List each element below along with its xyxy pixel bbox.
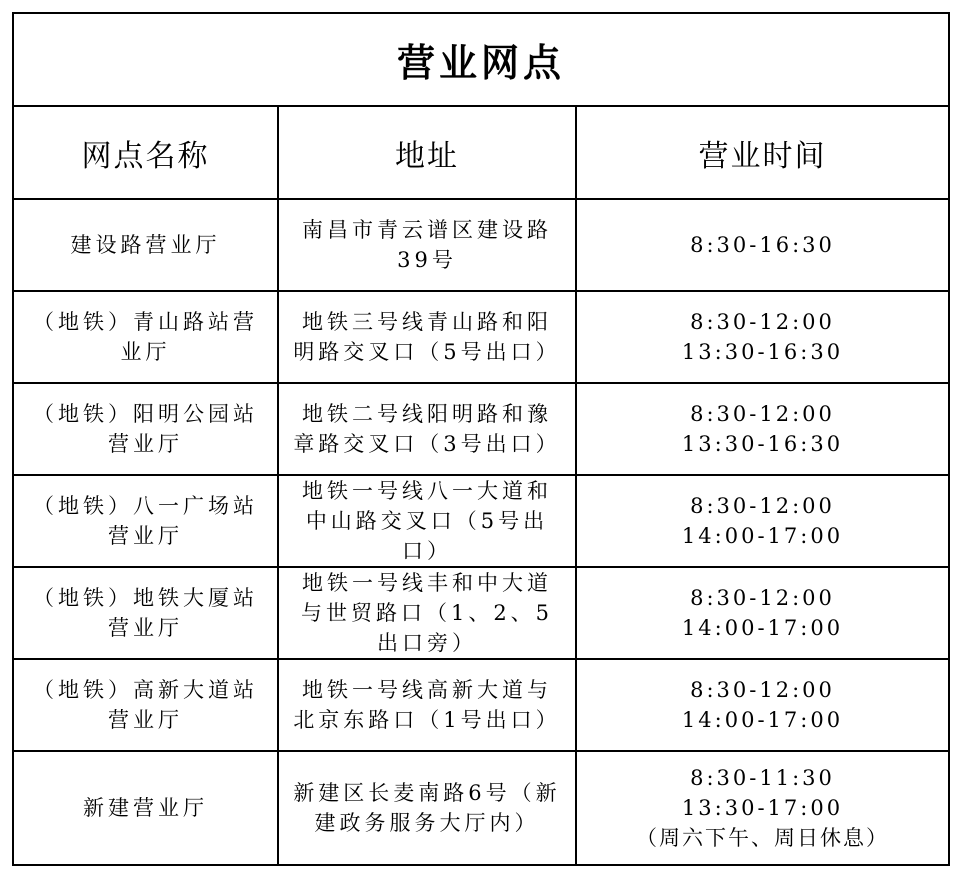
outlet-hours (576, 383, 949, 475)
table-row (13, 751, 949, 865)
hours-line: 8:30-12:00 (690, 586, 835, 610)
hours-line: 8:30-12:00 (690, 402, 835, 426)
table-row (13, 291, 949, 383)
outlet-address: 地铁一号线丰和中大道与世贸路口（1、2、5出口旁） (278, 567, 576, 659)
outlets-table (12, 12, 950, 866)
table-row (13, 383, 949, 475)
header-hours: 营业时间 (576, 106, 949, 199)
outlet-address: 地铁一号线八一大道和中山路交叉口（5号出口） (278, 475, 576, 567)
hours-note: （周六下午、周日休息） (636, 826, 889, 850)
outlet-hours (576, 475, 949, 567)
outlet-name: （地铁）高新大道站营业厅 (13, 659, 278, 751)
outlet-name: （地铁）青山路站营业厅 (13, 291, 278, 383)
outlet-name: （地铁）地铁大厦站营业厅 (13, 567, 278, 659)
outlet-hours (576, 567, 949, 659)
table-row (13, 659, 949, 751)
hours-line: 13:30-16:30 (681, 340, 844, 364)
hours-line: 13:30-16:30 (681, 432, 844, 456)
hours-line: 14:00-17:00 (681, 524, 844, 548)
hours-line: 8:30-16:30 (690, 233, 835, 257)
outlet-address: 南昌市青云谱区建设路39号 (278, 199, 576, 291)
hours-line: 8:30-12:00 (690, 678, 835, 702)
hours-line: 14:00-17:00 (681, 616, 844, 640)
table-title: 营业网点 (13, 13, 949, 106)
hours-line: 8:30-11:30 (690, 766, 835, 790)
table-row (13, 475, 949, 567)
outlet-address: 地铁一号线高新大道与北京东路口（1号出口） (278, 659, 576, 751)
outlet-hours (576, 199, 949, 291)
outlet-name: （地铁）八一广场站营业厅 (13, 475, 278, 567)
outlet-address: 新建区长麦南路6号（新建政务服务大厅内） (278, 751, 576, 865)
outlet-hours (576, 751, 949, 865)
table-row (13, 199, 949, 291)
outlet-name: 建设路营业厅 (13, 199, 278, 291)
outlet-address: 地铁三号线青山路和阳明路交叉口（5号出口） (278, 291, 576, 383)
hours-line: 8:30-12:00 (690, 494, 835, 518)
outlet-name: 新建营业厅 (13, 751, 278, 865)
header-address: 地址 (278, 106, 576, 199)
outlet-hours (576, 659, 949, 751)
hours-line: 8:30-12:00 (690, 310, 835, 334)
outlet-address: 地铁二号线阳明路和豫章路交叉口（3号出口） (278, 383, 576, 475)
outlet-name: （地铁）阳明公园站营业厅 (13, 383, 278, 475)
table-row (13, 567, 949, 659)
header-name: 网点名称 (13, 106, 278, 199)
header-row (13, 106, 949, 199)
outlet-hours (576, 291, 949, 383)
hours-line: 13:30-17:00 (681, 796, 844, 820)
hours-line: 14:00-17:00 (681, 708, 844, 732)
